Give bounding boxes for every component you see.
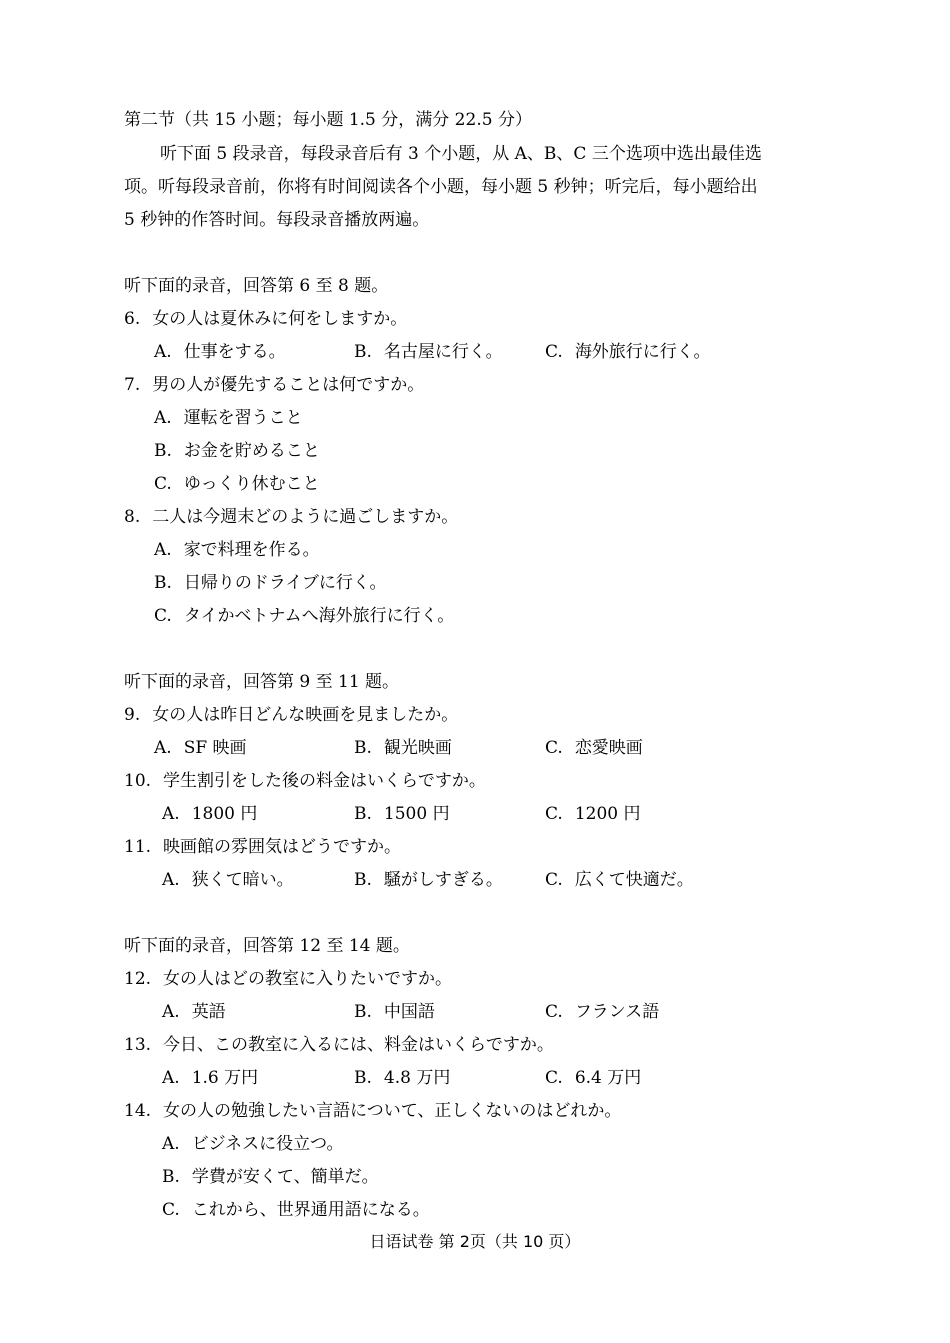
group-intro-9-11: 听下面的录音，回答第 9 至 11 题。 bbox=[124, 672, 400, 692]
option-7a[interactable] bbox=[154, 408, 303, 428]
question-text: 今日、この教室に入るには、料金はいくらですか。 bbox=[163, 1035, 554, 1055]
option-9b[interactable] bbox=[354, 738, 452, 758]
question-6 bbox=[124, 309, 407, 329]
option-letter: C. bbox=[545, 870, 563, 890]
question-text: 女の人は夏休みに何をしますか。 bbox=[152, 309, 408, 329]
option-letter: B. bbox=[354, 738, 372, 758]
option-text: 1500 円 bbox=[383, 804, 450, 824]
option-letter: C. bbox=[162, 1200, 180, 1220]
option-letter: C. bbox=[154, 474, 172, 494]
question-text: 女の人の勉強したい言語について、正しくないのはどれか。 bbox=[163, 1101, 622, 1121]
option-8b[interactable] bbox=[154, 573, 387, 593]
option-letter: A. bbox=[154, 342, 172, 362]
instruction-line-2: 项。听每段录音前，你将有时间阅读各个小题，每小题 5 秒钟；听完后，每小题给出 bbox=[124, 177, 758, 197]
question-number: 9. bbox=[124, 705, 141, 725]
option-13a[interactable] bbox=[162, 1068, 258, 1088]
option-text: 学費が安くて、簡単だ。 bbox=[191, 1167, 379, 1187]
question-10 bbox=[124, 771, 486, 791]
option-text: 名古屋に行く。 bbox=[383, 342, 503, 362]
question-text: 映画館の雰囲気はどうですか。 bbox=[163, 837, 402, 857]
question-number: 8. bbox=[124, 507, 141, 527]
option-letter: A. bbox=[162, 870, 180, 890]
group-intro-12-14: 听下面的录音，回答第 12 至 14 题。 bbox=[124, 936, 410, 956]
option-letter: B. bbox=[154, 441, 172, 461]
question-8 bbox=[124, 507, 458, 527]
option-text: ゆっくり休むこと bbox=[183, 474, 320, 494]
option-11b[interactable] bbox=[354, 870, 503, 890]
option-9a[interactable] bbox=[154, 738, 247, 758]
section-header: 第二节（共 15 小题；每小题 1.5 分，满分 22.5 分） bbox=[124, 110, 532, 130]
option-text: 1.6 万円 bbox=[191, 1068, 259, 1088]
option-letter: A. bbox=[162, 804, 180, 824]
option-text: 4.8 万円 bbox=[383, 1068, 451, 1088]
question-number: 13. bbox=[124, 1035, 152, 1055]
option-letter: A. bbox=[162, 1068, 180, 1088]
option-letter: B. bbox=[354, 804, 372, 824]
option-letter: B. bbox=[354, 870, 372, 890]
option-text: 狭くて暗い。 bbox=[191, 870, 294, 890]
option-letter: A. bbox=[162, 1002, 180, 1022]
option-14a[interactable] bbox=[162, 1134, 344, 1154]
option-text: 日帰りのドライブに行く。 bbox=[183, 573, 387, 593]
option-letter: A. bbox=[154, 540, 172, 560]
option-text: これから、世界通用語になる。 bbox=[191, 1200, 430, 1220]
option-6b[interactable] bbox=[354, 342, 503, 362]
option-7c[interactable] bbox=[154, 474, 320, 494]
option-13b[interactable] bbox=[354, 1068, 450, 1088]
option-10a[interactable] bbox=[162, 804, 257, 824]
question-9 bbox=[124, 705, 458, 725]
option-letter: C. bbox=[545, 1002, 563, 1022]
option-letter: C. bbox=[545, 804, 563, 824]
question-14 bbox=[124, 1101, 621, 1121]
question-text: 女の人は昨日どんな映画を見ましたか。 bbox=[152, 705, 459, 725]
option-text: 1200 円 bbox=[574, 804, 641, 824]
option-9c[interactable] bbox=[545, 738, 643, 758]
question-text: 男の人が優先することは何ですか。 bbox=[152, 375, 425, 395]
instruction-line-3: 5 秒钟的作答时间。每段录音播放两遍。 bbox=[124, 210, 430, 230]
option-text: 広くて快適だ。 bbox=[574, 870, 694, 890]
option-text: 中国語 bbox=[383, 1002, 435, 1022]
question-12 bbox=[124, 969, 452, 989]
question-number: 12. bbox=[124, 969, 152, 989]
option-text: お金を貯めること bbox=[183, 441, 320, 461]
option-12c[interactable] bbox=[545, 1002, 659, 1022]
option-11a[interactable] bbox=[162, 870, 294, 890]
option-text: 観光映画 bbox=[383, 738, 452, 758]
option-text: SF 映画 bbox=[183, 738, 247, 758]
option-text: 家で料理を作る。 bbox=[183, 540, 320, 560]
question-number: 10. bbox=[124, 771, 152, 791]
option-text: 英語 bbox=[191, 1002, 226, 1022]
option-text: 6.4 万円 bbox=[574, 1068, 642, 1088]
question-7 bbox=[124, 375, 424, 395]
option-10b[interactable] bbox=[354, 804, 450, 824]
option-6c[interactable] bbox=[545, 342, 710, 362]
question-11 bbox=[124, 837, 401, 857]
option-8a[interactable] bbox=[154, 540, 320, 560]
option-10c[interactable] bbox=[545, 804, 640, 824]
option-letter: C. bbox=[154, 606, 172, 626]
option-letter: B. bbox=[354, 1002, 372, 1022]
question-text: 二人は今週末どのように過ごしますか。 bbox=[152, 507, 459, 527]
option-6a[interactable] bbox=[154, 342, 286, 362]
option-letter: B. bbox=[162, 1167, 180, 1187]
option-14b[interactable] bbox=[162, 1167, 379, 1187]
option-text: 海外旅行に行く。 bbox=[574, 342, 711, 362]
option-8c[interactable] bbox=[154, 606, 454, 626]
page-footer: 日语试卷 第 2页（共 10 页） bbox=[369, 1232, 581, 1251]
question-number: 14. bbox=[124, 1101, 152, 1121]
option-12b[interactable] bbox=[354, 1002, 435, 1022]
option-letter: B. bbox=[154, 573, 172, 593]
option-12a[interactable] bbox=[162, 1002, 226, 1022]
group-intro-6-8: 听下面的录音，回答第 6 至 8 题。 bbox=[124, 276, 389, 296]
option-letter: C. bbox=[545, 1068, 563, 1088]
question-number: 11. bbox=[124, 837, 152, 857]
option-letter: B. bbox=[354, 342, 372, 362]
option-text: 仕事をする。 bbox=[183, 342, 286, 362]
option-text: タイかベトナムへ海外旅行に行く。 bbox=[183, 606, 455, 626]
option-13c[interactable] bbox=[545, 1068, 641, 1088]
option-7b[interactable] bbox=[154, 441, 320, 461]
question-13 bbox=[124, 1035, 554, 1055]
option-letter: A. bbox=[154, 738, 172, 758]
question-number: 6. bbox=[124, 309, 141, 329]
question-text: 学生割引をした後の料金はいくらですか。 bbox=[163, 771, 486, 791]
option-text: 運転を習うこと bbox=[183, 408, 303, 428]
instruction-line-1: 听下面 5 段录音，每段录音后有 3 个小题，从 A、B、C 三个选项中选出最佳选 bbox=[160, 144, 762, 164]
option-letter: A. bbox=[154, 408, 172, 428]
option-letter: A. bbox=[162, 1134, 180, 1154]
option-text: 1800 円 bbox=[191, 804, 258, 824]
option-14c[interactable] bbox=[162, 1200, 430, 1220]
option-text: 騒がしすぎる。 bbox=[383, 870, 503, 890]
question-text: 女の人はどの教室に入りたいですか。 bbox=[163, 969, 453, 989]
question-number: 7. bbox=[124, 375, 141, 395]
option-text: フランス語 bbox=[574, 1002, 660, 1022]
option-text: ビジネスに役立つ。 bbox=[191, 1134, 344, 1154]
option-letter: C. bbox=[545, 342, 563, 362]
option-11c[interactable] bbox=[545, 870, 694, 890]
option-letter: B. bbox=[354, 1068, 372, 1088]
option-letter: C. bbox=[545, 738, 563, 758]
option-text: 恋愛映画 bbox=[574, 738, 643, 758]
